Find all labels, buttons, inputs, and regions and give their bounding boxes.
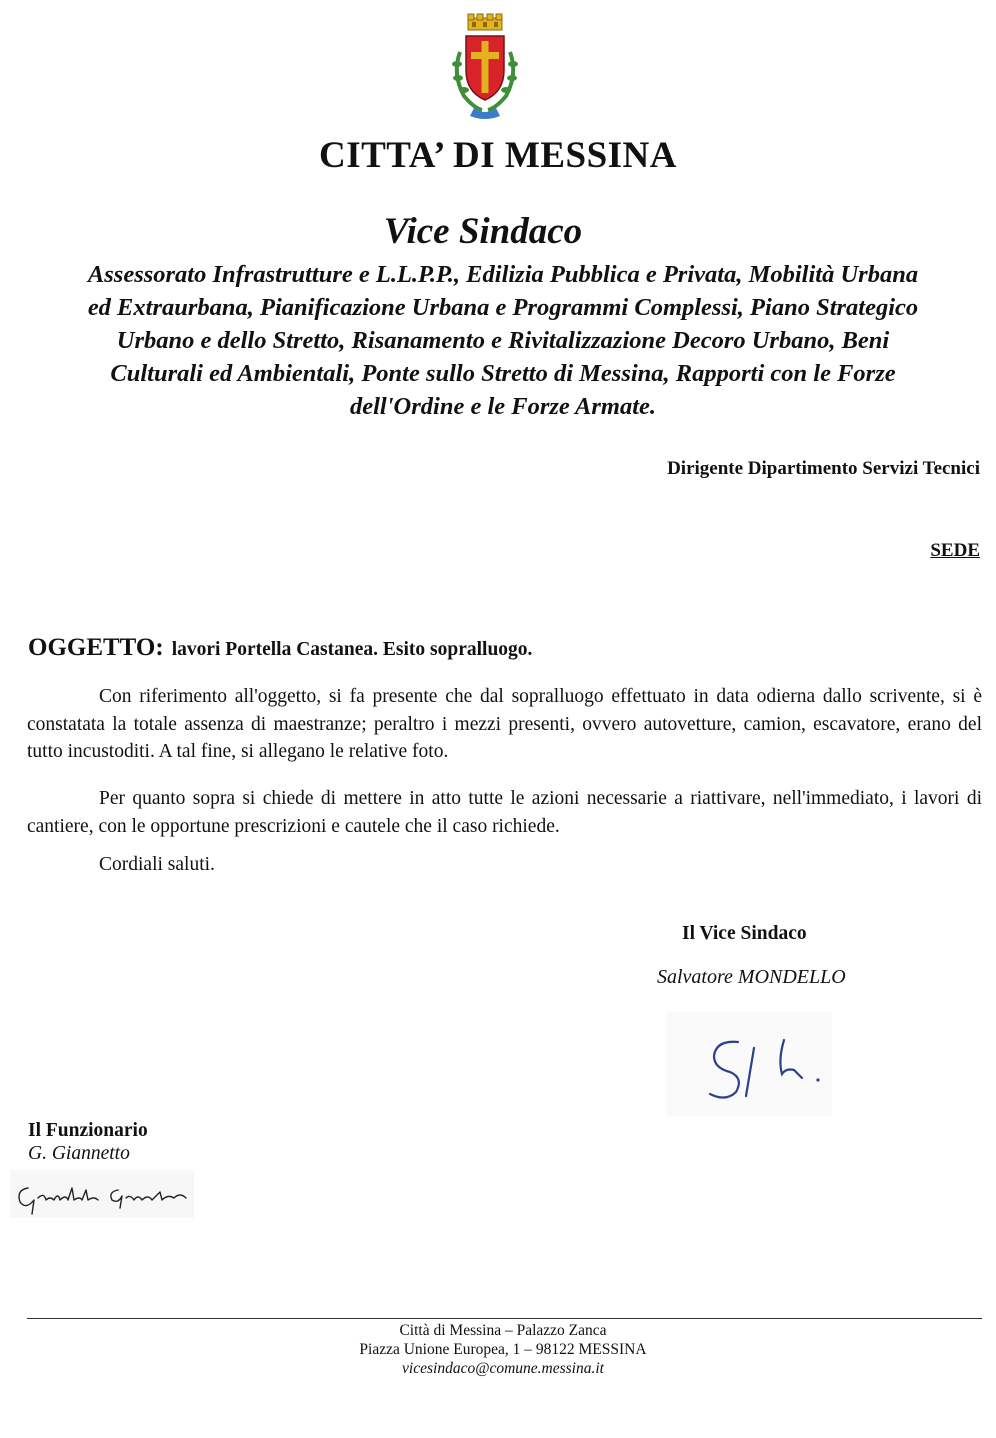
footer bbox=[0, 1321, 996, 1378]
subject-label: OGGETTO: bbox=[28, 634, 164, 661]
body-paragraph: Con riferimento all'oggetto, si fa presente che dal sopralluogo effettuato in data odierna dallo scrivente, si è constatata la totale assenza di maestranze; peraltro i mezzi presenti, ovvero autovetture, camion, escavatore, erano del tutto incustoditi. A tal fine, si allegano le relative foto. bbox=[27, 686, 982, 762]
funzionario-name: G. Giannetto bbox=[28, 1143, 130, 1164]
funzionario-signature-icon bbox=[10, 1170, 194, 1218]
city-coat-of-arms-icon bbox=[446, 12, 524, 122]
office-description bbox=[20, 258, 986, 423]
office-description-line: Assessorato Infrastrutture e L.L.P.P., Edilizia Pubblica e Privata, Mobilità Urbana bbox=[87, 261, 919, 288]
subject-line bbox=[28, 634, 532, 662]
closing-greeting: Cordiali saluti. bbox=[99, 854, 215, 875]
footer-address-line: Piazza Unione Europea, 1 – 98122 MESSINA bbox=[359, 1341, 647, 1358]
footer-address-line: Città di Messina – Palazzo Zanca bbox=[399, 1322, 607, 1339]
office-description-line: Urbano e dello Stretto, Risanamento e Rivitalizzazione Decoro Urbano, Beni bbox=[116, 327, 890, 354]
recipient-location: SEDE bbox=[930, 540, 980, 561]
subject-text: lavori Portella Castanea. Esito sopralluogo. bbox=[171, 639, 533, 660]
vice-sindaco-title: Il Vice Sindaco bbox=[682, 923, 807, 944]
office-description-line: dell'Ordine e le Forze Armate. bbox=[350, 393, 656, 420]
vice-sindaco-name: Salvatore MONDELLO bbox=[657, 966, 846, 988]
office-description-line: Culturali ed Ambientali, Ponte sullo Stretto di Messina, Rapporti con le Forze bbox=[110, 360, 896, 387]
city-title: CITTA’ DI MESSINA bbox=[319, 135, 677, 176]
office-description-line: ed Extraurbana, Pianificazione Urbana e Programmi Complessi, Piano Strategico bbox=[87, 294, 919, 321]
footer-email-link[interactable]: vicesindaco@comune.messina.it bbox=[402, 1360, 604, 1377]
funzionario-title: Il Funzionario bbox=[28, 1120, 148, 1141]
vice-sindaco-signature-icon bbox=[666, 1012, 832, 1116]
office-title: Vice Sindaco bbox=[383, 211, 583, 252]
recipient-name: Dirigente Dipartimento Servizi Tecnici bbox=[667, 458, 980, 479]
body-paragraph: Per quanto sopra si chiede di mettere in atto tutte le azioni necessarie a riattivare, nell'immediato, i lavori di cantiere, con le opportune prescrizioni e cautele che il caso richiede. bbox=[27, 788, 982, 837]
footer-divider bbox=[27, 1318, 982, 1319]
